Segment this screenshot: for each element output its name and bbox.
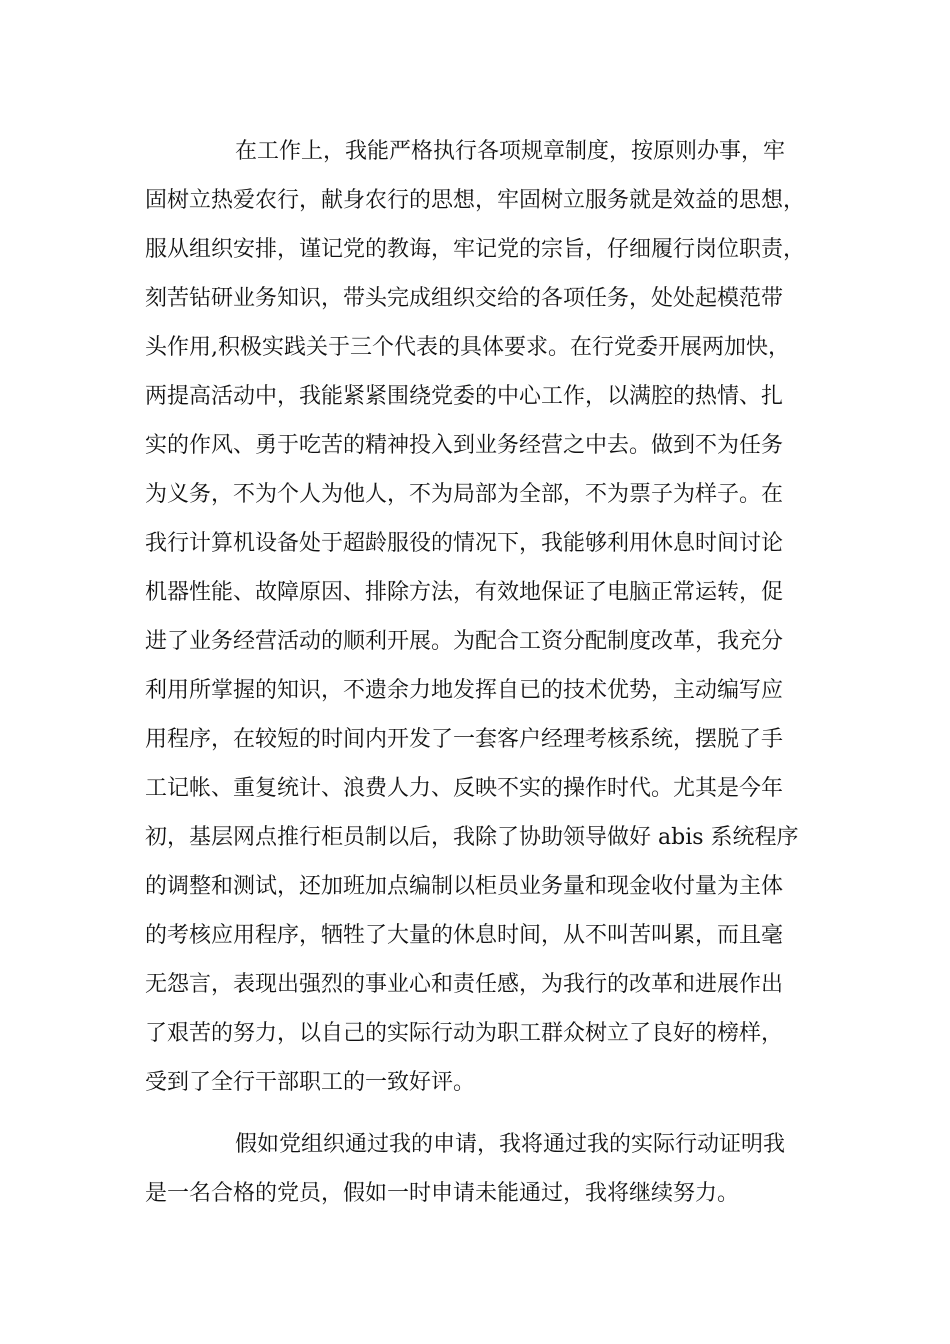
paragraph-1-line-4: 刻苦钻研业务知识，带头完成组织交给的各项任务，处处起模范带: [145, 286, 784, 311]
paragraph-1-line-17: 的考核应用程序，牺牲了大量的休息时间，从不叫苦叫累，而且毫: [145, 923, 784, 948]
paragraph-2-line-2: 是一名合格的党员，假如一时申请未能通过，我将继续努力。: [145, 1181, 740, 1206]
paragraph-1-line-12: 利用所掌握的知识，不遗余力地发挥自已的技术优势，主动编写应: [145, 678, 784, 703]
paragraph-1-line-1: 在工作上，我能严格执行各项规章制度，按原则办事，牢: [235, 139, 786, 164]
paragraph-1-line-9: 我行计算机设备处于超龄服役的情况下，我能够利用休息时间讨论: [145, 531, 784, 556]
paragraph-2-line-1: 假如党组织通过我的申请，我将通过我的实际行动证明我: [235, 1132, 786, 1157]
paragraph-1-line-3: 服从组织安排，谨记党的教诲，牢记党的宗旨，仔细履行岗位职责，: [145, 237, 806, 262]
paragraph-1-line-6: 两提高活动中，我能紧紧围绕党委的中心工作，以满腔的热情、扎: [145, 384, 784, 409]
paragraph-1-line-5: 头作用,积极实践关于三个代表的具体要求。在行党委开展两加快，: [145, 335, 790, 360]
paragraph-1-line-7: 实的作风、勇于吃苦的精神投入到业务经营之中去。做到不为任务: [145, 433, 784, 458]
paragraph-1-line-19: 了艰苦的努力，以自己的实际行动为职工群众树立了良好的榜样，: [145, 1021, 784, 1046]
paragraph-1-line-14: 工记帐、重复统计、浪费人力、反映不实的操作时代。尤其是今年: [145, 776, 784, 801]
paragraph-1-line-8: 为义务，不为个人为他人，不为局部为全部，不为票子为样子。在: [145, 482, 784, 507]
paragraph-1-line-10: 机器性能、故障原因、排除方法，有效地保证了电脑正常运转，促: [145, 580, 784, 605]
paragraph-1-line-20: 受到了全行干部职工的一致好评。: [145, 1070, 476, 1095]
paragraph-1-line-13: 用程序，在较短的时间内开发了一套客户经理考核系统，摆脱了手: [145, 727, 784, 752]
paragraph-1-line-18: 无怨言，表现出强烈的事业心和责任感，为我行的改革和进展作出: [145, 972, 784, 997]
paragraph-1-line-11: 进了业务经营活动的顺利开展。为配合工资分配制度改革，我充分: [145, 629, 784, 654]
paragraph-1-line-2: 固树立热爱农行，献身农行的思想，牢固树立服务就是效益的思想，: [145, 188, 806, 213]
paragraph-1-line-15: 初，基层网点推行柜员制以后，我除了协助领导做好 abis 系统程序: [145, 825, 799, 850]
paragraph-1-line-16: 的调整和测试，还加班加点编制以柜员业务量和现金收付量为主体: [145, 874, 784, 899]
